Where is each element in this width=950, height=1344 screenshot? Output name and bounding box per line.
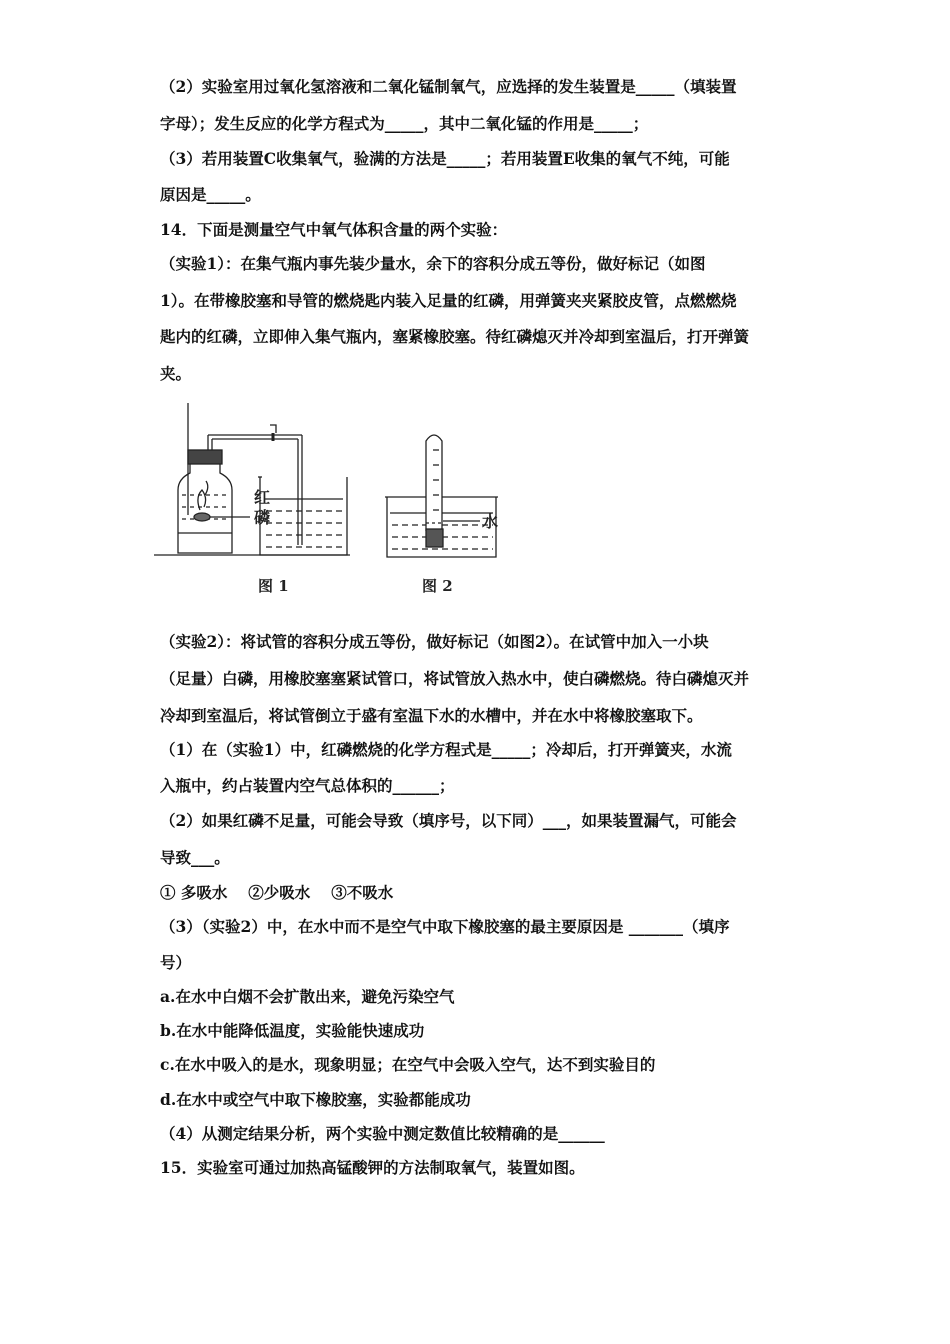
text-line: 入瓶中，约占装置内空气总体积的______； xyxy=(160,776,455,795)
label-char: 磷 xyxy=(254,508,271,527)
red-phosphorus-label xyxy=(254,488,270,527)
text-line: 14．下面是测量空气中氧气体积含量的两个实验： xyxy=(160,220,508,239)
label-char: 红 xyxy=(254,488,271,507)
gas-bottle-apparatus xyxy=(178,403,302,553)
text-line: 15．实验室可通过加热高锰酸钾的方法制取氧气，装置如图。 xyxy=(160,1158,585,1177)
text-line: （3）（实验2）中，在水中而不是空气中取下橡胶塞的最主要原因是 _______（填序 xyxy=(160,917,730,936)
option-d: d.在水中或空气中取下橡胶塞，实验都能成功 xyxy=(160,1090,471,1109)
option-a: a.在水中白烟不会扩散出来，避免污染空气 xyxy=(160,987,455,1006)
text-line: 1）。在带橡胶塞和导管的燃烧匙内装入足量的红磷，用弹簧夹夹紧胶皮管，点燃燃烧 xyxy=(160,291,737,310)
text-line: （实验1）：在集气瓶内事先装少量水，余下的容积分成五等份，做好标记（如图 xyxy=(160,254,706,273)
water-label: 水 xyxy=(482,512,499,531)
text-line: 字母）；发生反应的化学方程式为_____，其中二氧化锰的作用是_____； xyxy=(160,114,649,133)
text-line: 匙内的红磷，立即伸入集气瓶内，塞紧橡胶塞。待红磷熄灭并冷却到室温后，打开弹簧 xyxy=(160,327,750,346)
experiment-figure xyxy=(150,395,550,609)
text-line: ① 多吸水 ②少吸水 ③不吸水 xyxy=(160,883,394,902)
text-line: （4）从测定结果分析，两个实验中测定数值比较精确的是______ xyxy=(160,1124,605,1143)
text-line: （1）在（实验1）中，红磷燃烧的化学方程式是_____；冷却后，打开弹簧夹，水流 xyxy=(160,740,732,759)
option-b: b.在水中能降低温度，实验能快速成功 xyxy=(160,1021,425,1040)
text-line: （足量）白磷，用橡胶塞塞紧试管口，将试管放入热水中，使白磷燃烧。待白磷熄灭并 xyxy=(160,669,750,688)
text-line: 冷却到室温后，将试管倒立于盛有室温下水的水槽中，并在水中将橡胶塞取下。 xyxy=(160,706,703,725)
figure-2-caption: 图 2 xyxy=(422,577,453,595)
text-line: 导致___。 xyxy=(160,848,230,867)
text-line: （2）如果红磷不足量，可能会导致（填序号，以下同）___，如果装置漏气，可能会 xyxy=(160,811,737,830)
text-line: （2）实验室用过氧化氢溶液和二氧化锰制氧气，应选择的发生装置是_____（填装置 xyxy=(160,77,737,96)
text-line: 原因是_____。 xyxy=(160,185,261,204)
option-c: c.在水中吸入的是水，现象明显；在空气中会吸入空气，达不到实验目的 xyxy=(160,1055,656,1074)
text-line: （实验2）：将试管的容积分成五等份，做好标记（如图2）。在试管中加入一小块 xyxy=(160,632,709,651)
water-trough-apparatus xyxy=(385,435,498,557)
text-line: 夹。 xyxy=(160,364,192,383)
figure-1-caption: 图 1 xyxy=(258,577,289,595)
text-line: （3）若用装置C收集氧气，验满的方法是_____；若用装置E收集的氧气不纯，可能 xyxy=(160,149,730,168)
beaker xyxy=(154,477,350,555)
experiment-diagram xyxy=(150,395,550,605)
text-line: 号） xyxy=(160,953,192,972)
